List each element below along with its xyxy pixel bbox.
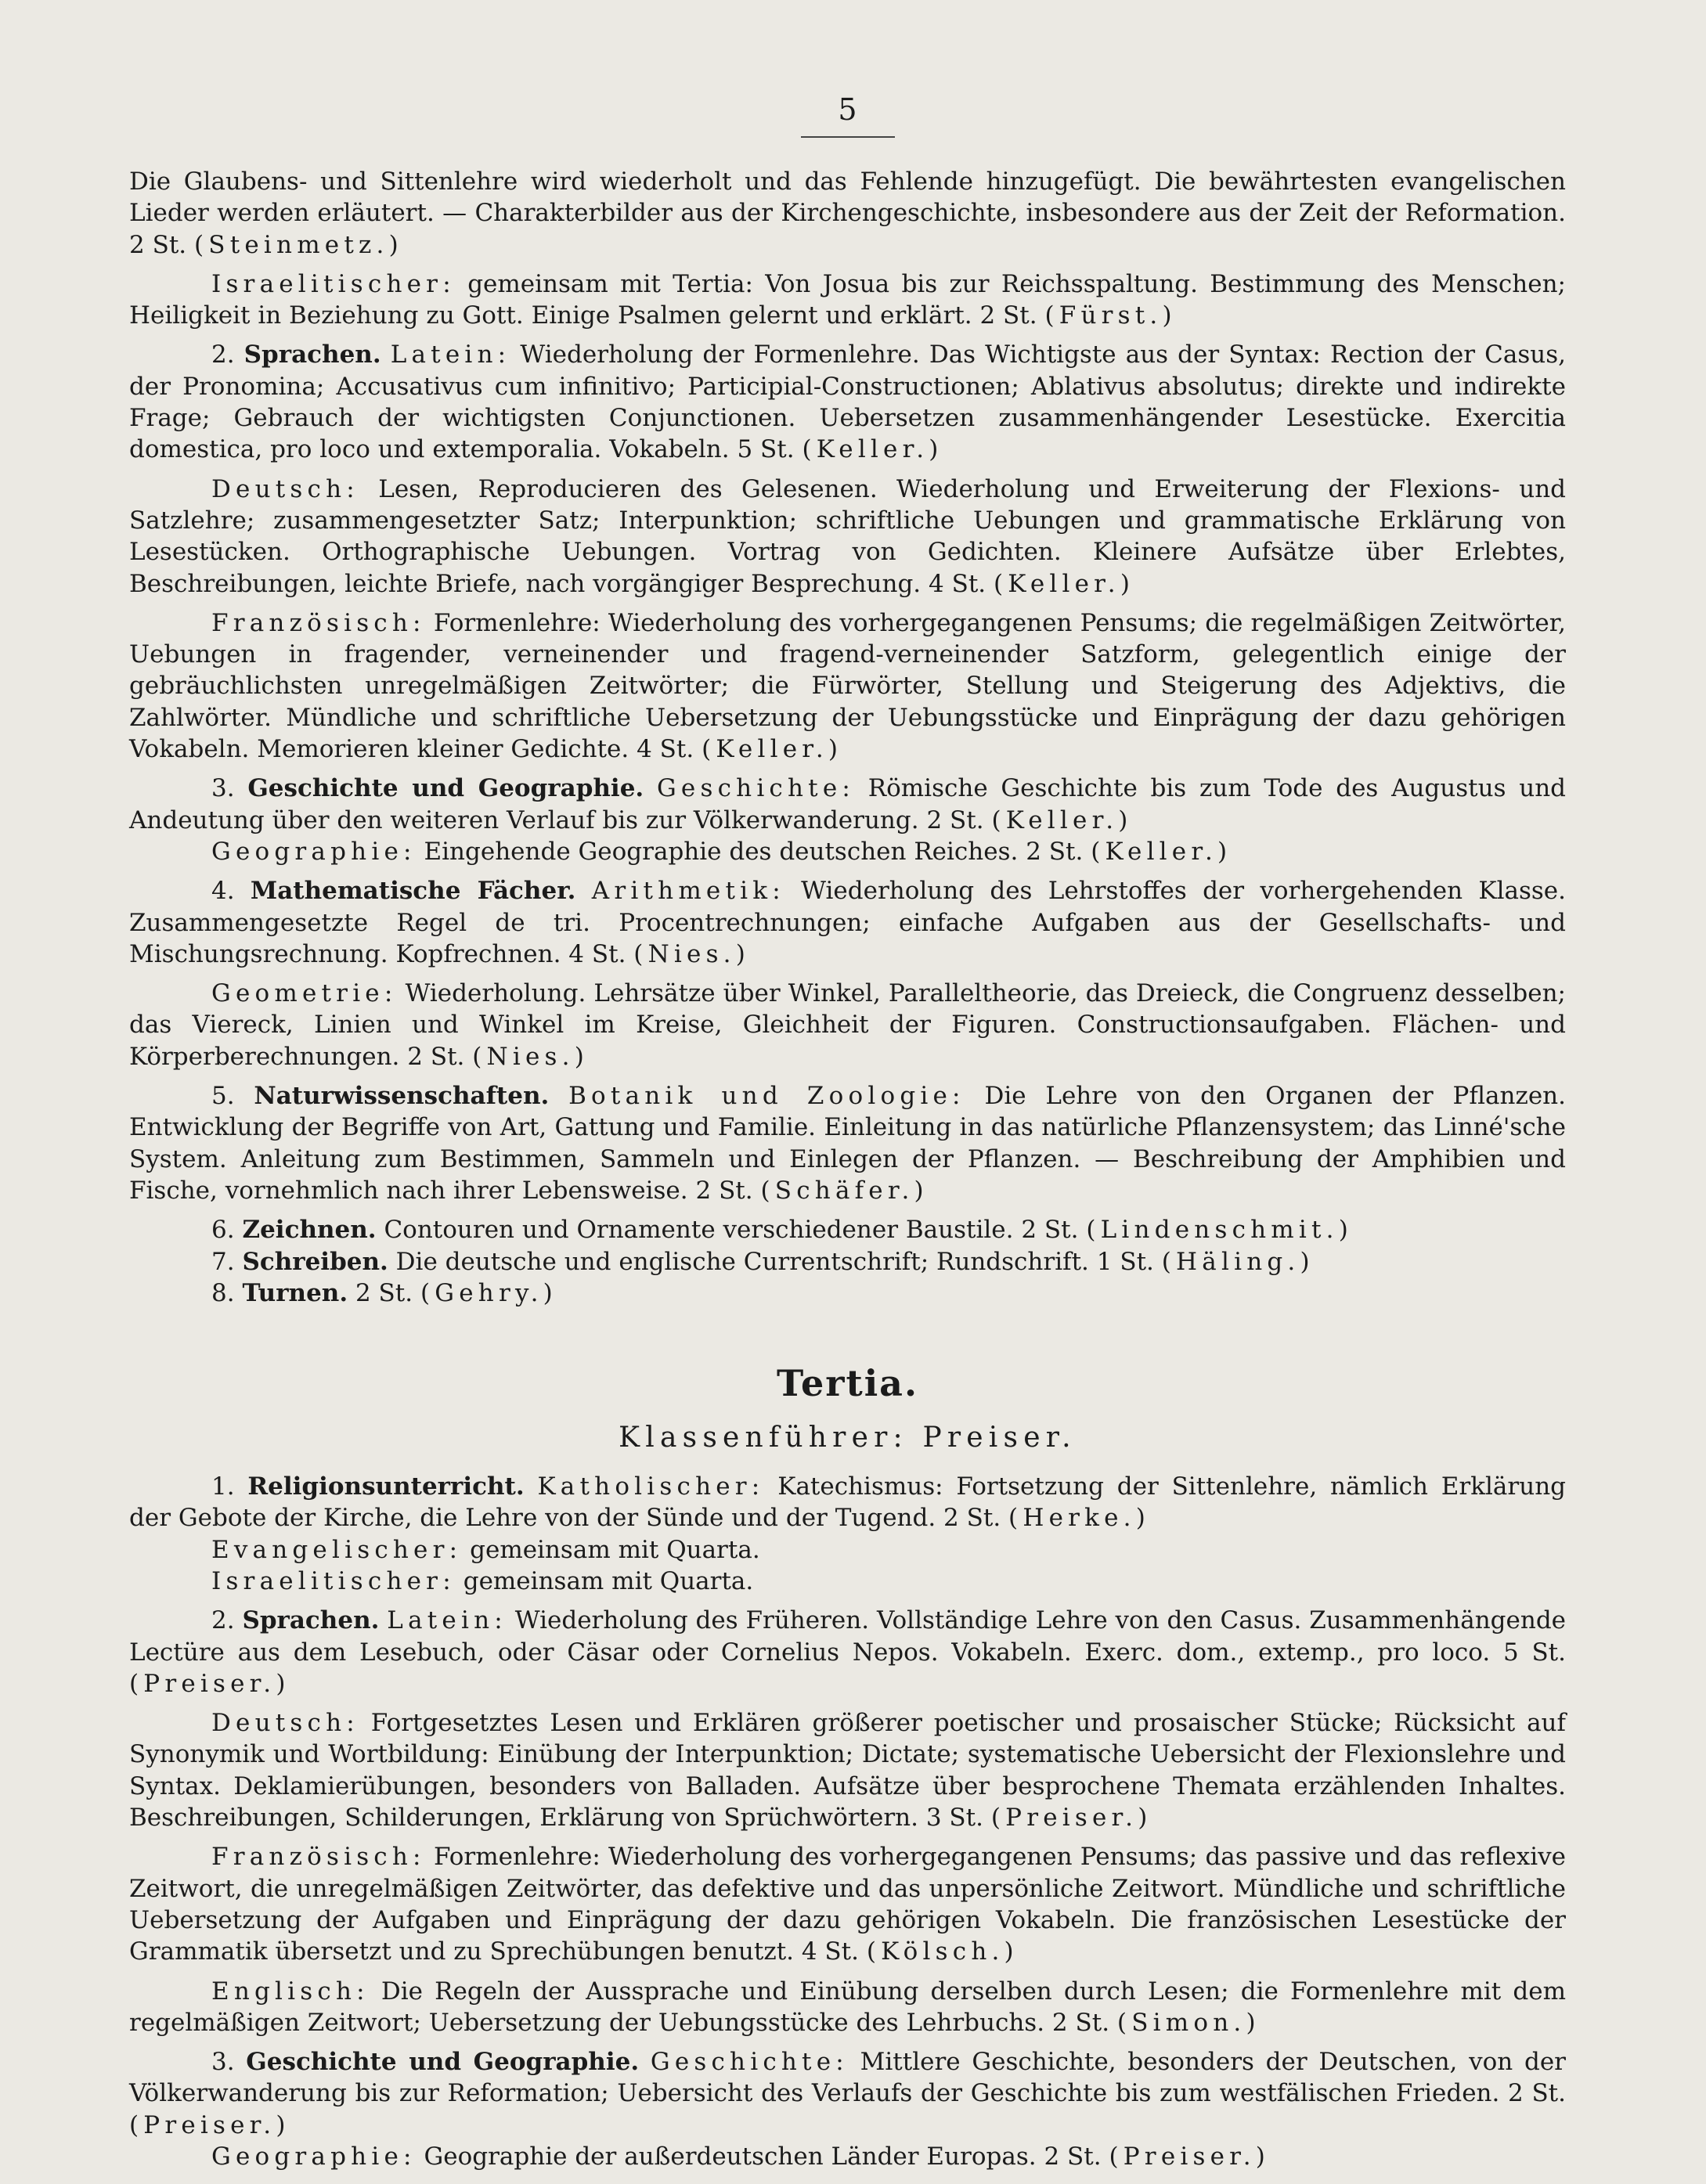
teacher-name: (Kölsch.) bbox=[866, 1937, 1019, 1966]
paragraph: 5. Naturwissenschaften. Botanik und Zoologie: Die Lehre von den Organen der Pflanzen. Entwicklung der Begriffe von Art, Gattung und Familie. Einleitung in das natürliche Pflanzensystem; das Linné'sche System. Anleitung zum Bestimmen, Sammeln und Einlegen der Pflanzen. — Beschreibung der Amphibien und Fische, vornehmlich nach ihrer Lebensweise. 2 St. (Schäfer.) bbox=[129, 1082, 1566, 1205]
teacher-name: (Preiser.) bbox=[129, 2110, 290, 2139]
subject-label: Israelitischer: bbox=[211, 269, 456, 298]
document-page bbox=[129, 94, 1566, 2172]
section-heading: Mathematische Fächer. bbox=[250, 877, 576, 906]
section-heading: Religionsunterricht. bbox=[247, 1472, 525, 1501]
teacher-name: (Steinmetz.) bbox=[194, 230, 403, 259]
paragraph: 3. Geschichte und Geographie. Geschichte: Mittlere Geschichte, besonders der Deutschen, von der Völkerwanderung bis zur Reformation; Uebersicht des Verlaufs der Geschichte bis zum westfälischen Frieden. 2 St. (Preiser.) bbox=[129, 2048, 1566, 2139]
paragraph: 3. Geschichte und Geographie. Geschichte: Römische Geschichte bis zum Tode des Augustus und Andeutung über den weiteren Verlauf bis zur Völkerwanderung. 2 St. (Keller.) bbox=[129, 774, 1566, 834]
page-number-rule bbox=[801, 136, 895, 138]
paragraph: 4. Mathematische Fächer. Arithmetik: Wiederholung des Lehrstoffes der vorhergehenden Klasse. Zusammengesetzte Regel de tri. Procentrechnungen; einfache Aufgaben aus der Gesellschafts- und Mischungsrechnung. Kopfrechnen. 4 St. (Nies.) bbox=[129, 877, 1566, 968]
section-heading: Zeichnen. bbox=[242, 1216, 377, 1245]
teacher-name: (Keller.) bbox=[802, 435, 943, 464]
paragraph: Geographie: Geographie der außerdeutschen Länder Europas. 2 St. (Preiser.) bbox=[211, 2143, 1271, 2171]
subject-label: Geschichte: bbox=[656, 774, 856, 803]
subject-label: Botanik und Zoologie: bbox=[568, 1082, 965, 1111]
subject-label: Katholischer: bbox=[537, 1472, 765, 1501]
paragraph: 8. Turnen. 2 St. (Gehry.) bbox=[211, 1278, 557, 1307]
section-heading: Naturwissenschaften. bbox=[254, 1082, 550, 1111]
teacher-name: (Keller.) bbox=[994, 569, 1135, 598]
paragraph: 6. Zeichnen. Contouren und Ornamente verschiedener Baustile. 2 St. (Lindenschmit.) bbox=[211, 1216, 1354, 1245]
subject-label: Französisch: bbox=[211, 608, 426, 637]
paragraph: Israelitischer: gemeinsam mit Quarta. bbox=[211, 1566, 754, 1595]
page-number: 5 bbox=[838, 92, 857, 127]
paragraph: 7. Schreiben. Die deutsche und englische Currentschrift; Rundschrift. 1 St. (Häling.) bbox=[211, 1247, 1315, 1276]
paragraph: Deutsch: Fortgesetztes Lesen und Erklären größerer poetischer und prosaischer Stücke; Rücksicht auf Synonymik und Wortbildung: Einübung der Interpunktion; Dictate; systematische Uebersicht der Flexionslehre und Syntax. Deklamierübungen, besonders von Balladen. Aufsätze über besprochene Themata erzählenden Inhaltes. Beschreibungen, Schilderungen, Erklärung von Sprüchwörtern. 3 St. (Preiser.) bbox=[129, 1709, 1566, 1833]
subject-label: Latein: bbox=[387, 1606, 507, 1635]
paragraph: Evangelischer: gemeinsam mit Quarta. bbox=[211, 1535, 760, 1564]
paragraph: 1. Religionsunterricht. Katholischer: Katechismus: Fortsetzung der Sittenlehre, nämlich Erklärung der Gebote der Kirche, die Lehre von der Sünde und der Tugend. 2 St. (Herke.) bbox=[129, 1472, 1567, 1533]
teacher-name: (Fürst.) bbox=[1044, 301, 1177, 330]
teacher-name: (Nies.) bbox=[472, 1042, 589, 1071]
subject-label: Deutsch: bbox=[211, 1709, 359, 1738]
teacher-name: (Preiser.) bbox=[129, 1669, 290, 1698]
subject-label: Englisch: bbox=[211, 1977, 370, 2006]
subject-label: Geometrie: bbox=[211, 979, 398, 1008]
teacher-name: (Häling.) bbox=[1161, 1247, 1315, 1276]
subject-label: Geographie: bbox=[211, 2143, 417, 2171]
section-heading: Sprachen. bbox=[242, 1606, 380, 1635]
teacher-name: (Keller.) bbox=[1091, 837, 1232, 866]
teacher-name: (Schäfer.) bbox=[760, 1176, 929, 1205]
section-heading: Geschichte und Geographie. bbox=[246, 2048, 640, 2077]
paragraph: Französisch: Formenlehre: Wiederholung des vorhergegangenen Pensums; die regelmäßigen Zeitwörter, Uebungen in fragender, verneinender und fragend-verneinender Satzform, gelegentlich einige der gebräuchlichsten unregelmäßigen Zeitwörter; die Fürwörter, Stellung und Steigerung des Adjektivs, die Zahlwörter. Mündliche und schriftliche Uebersetzung der Uebungsstücke und Einprägung der dazu gehörigen Vokabeln. Memorieren kleiner Gedichte. 4 St. (Keller.) bbox=[129, 608, 1566, 764]
teacher-name: (Nies.) bbox=[633, 939, 751, 968]
paragraph: Die Glaubens- und Sittenlehre wird wiederholt und das Fehlende hinzugefügt. Die bewährtesten evangelischen Lieder werden erläutert. — Charakterbilder aus der Kirchengeschichte, insbesondere aus der Zeit der Reformation. 2 St. (Steinmetz.) bbox=[129, 168, 1566, 259]
subject-label: Französisch: bbox=[211, 1843, 426, 1872]
paragraph: Geographie: Eingehende Geographie des deutschen Reiches. 2 St. (Keller.) bbox=[211, 837, 1232, 866]
section-title: Tertia. bbox=[777, 1362, 918, 1405]
teacher-name: (Preiser.) bbox=[1109, 2143, 1271, 2171]
subject-label: Geographie: bbox=[211, 837, 417, 866]
section-heading: Schreiben. bbox=[242, 1247, 388, 1276]
class-leader: Klassenführer: Preiser. bbox=[619, 1422, 1077, 1454]
teacher-name: (Keller.) bbox=[991, 805, 1133, 834]
paragraph: Deutsch: Lesen, Reproducieren des Gelesenen. Wiederholung und Erweiterung der Flexions- und Satzlehre; zusammengesetzter Satz; Interpunktion; schriftliche Uebungen und grammatische Erklärung von Lesestücken. Orthographische Uebungen. Vortrag von Gedichten. Kleinere Aufsätze über Erlebtes, Beschreibungen, leichte Briefe, nach vorgängiger Besprechung. 4 St. (Keller.) bbox=[129, 474, 1566, 598]
subject-label: Israelitischer: bbox=[211, 1566, 456, 1595]
paragraph: Israelitischer: gemeinsam mit Tertia: Von Josua bis zur Reichsspaltung. Bestimmung des Menschen; Heiligkeit in Beziehung zu Gott. Einige Psalmen gelernt und erklärt. 2 St. (Fürst.) bbox=[129, 269, 1567, 330]
paragraph: Französisch: Formenlehre: Wiederholung des vorhergegangenen Pensums; das passive und das reflexive Zeitwort, die unregelmäßigen Zeitwörter, das defektive und das unpersönliche Zeitwort. Mündliche und schriftliche Uebersetzung der Aufgaben und Einprägung der dazu gehörigen Vokabeln. Die französischen Lesestücke der Grammatik übersetzt und zu Sprechübungen benutzt. 4 St. (Kölsch.) bbox=[129, 1843, 1567, 1966]
subject-label: Geschichte: bbox=[650, 2048, 849, 2077]
teacher-name: (Simon.) bbox=[1116, 2008, 1261, 2037]
subject-label: Evangelischer: bbox=[211, 1535, 463, 1564]
section-heading: Turnen. bbox=[242, 1278, 348, 1307]
section-heading: Sprachen. bbox=[243, 341, 381, 369]
teacher-name: (Lindenschmit.) bbox=[1086, 1216, 1354, 1245]
paragraph: Englisch: Die Regeln der Aussprache und Einübung derselben durch Lesen; die Formenlehre mit dem regelmäßigen Zeitwort; Uebersetzung der Uebungsstücke des Lehrbuchs. 2 St. (Simon.) bbox=[129, 1977, 1566, 2037]
subject-label: Latein: bbox=[390, 341, 511, 369]
subject-label: Arithmetik: bbox=[591, 877, 785, 906]
teacher-name: (Preiser.) bbox=[990, 1804, 1152, 1833]
teacher-name: (Keller.) bbox=[702, 735, 843, 764]
subject-label: Deutsch: bbox=[211, 474, 359, 503]
paragraph: Geometrie: Wiederholung. Lehrsätze über Winkel, Paralleltheorie, das Dreieck, die Congruenz desselben; das Viereck, Linien und Winkel im Kreise, Gleichheit der Figuren. Constructionsaufgaben. Flächen- und Körperberechnungen. 2 St. (Nies.) bbox=[129, 979, 1566, 1071]
paragraph: 2. Sprachen. Latein: Wiederholung der Formenlehre. Das Wichtigste aus der Syntax: Rection der Casus, der Pronomina; Accusativus cum infinitivo; Participial-Constructionen; Ablativus absolutus; direkte und indirekte Frage; Gebrauch der wichtigsten Conjunctionen. Uebersetzen zusammenhängender Lesestücke. Exercitia domestica, pro loco und extemporalia. Vokabeln. 5 St. (Keller.) bbox=[129, 341, 1567, 464]
section-heading: Geschichte und Geographie. bbox=[247, 774, 644, 803]
teacher-name: (Herke.) bbox=[1008, 1504, 1151, 1533]
paragraph: 2. Sprachen. Latein: Wiederholung des Früheren. Vollständige Lehre von den Casus. Zusammenhängende Lectüre aus dem Lesebuch, oder Cäsar oder Cornelius Nepos. Vokabeln. Exerc. dom., extemp., pro loco. 5 St. (Preiser.) bbox=[129, 1606, 1567, 1698]
teacher-name: (Gehry.) bbox=[420, 1278, 557, 1307]
